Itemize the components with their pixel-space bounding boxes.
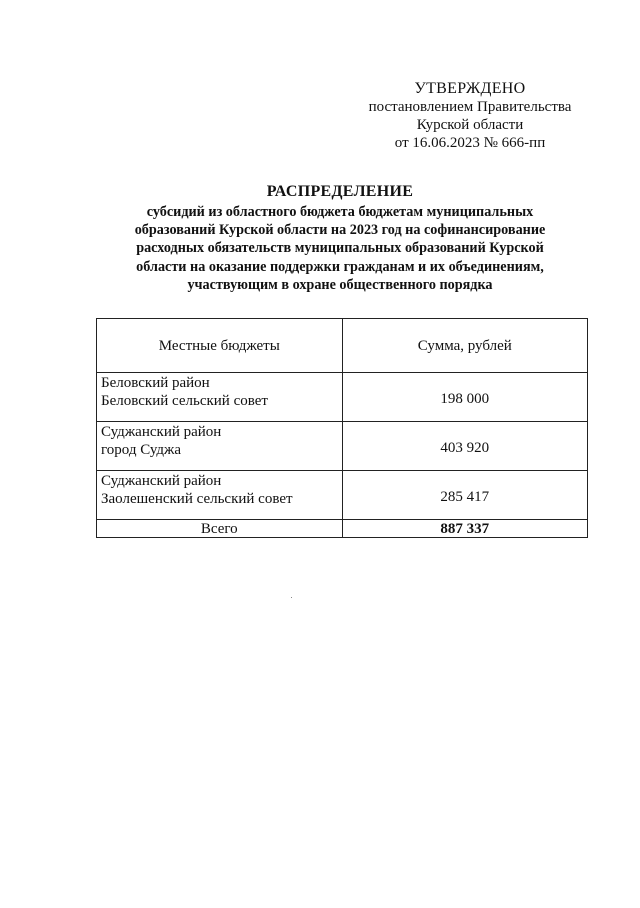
amount-cell: 285 417 (342, 471, 587, 520)
entity-name: Беловский сельский совет (101, 393, 268, 409)
approval-stamp (340, 80, 600, 152)
entity-name: город Суджа (101, 442, 182, 458)
district-name: Суджанский район (101, 424, 222, 440)
document-heading (70, 182, 610, 294)
entity-name: Заолешенский сельский совет (101, 491, 293, 507)
heading-line-1: субсидий из областного бюджета бюджетам муниципальных (146, 204, 534, 220)
budget-name-cell (97, 422, 343, 471)
district-name: Суджанский район (101, 473, 222, 489)
table-row (97, 422, 588, 471)
approval-line-3: от 16.06.2023 № 666-пп (394, 135, 546, 151)
district-name: Беловский район (101, 375, 210, 391)
heading-line-2: образований Курской области на 2023 год на софинансирование (134, 222, 546, 239)
amount-cell: 198 000 (342, 373, 587, 422)
heading-line-5: участвующим в охране общественного порядка (187, 276, 493, 293)
table-total-row (97, 520, 588, 538)
table-header-row (97, 319, 588, 373)
heading-title: РАСПРЕДЕЛЕНИЕ (266, 183, 414, 200)
distribution-table (96, 318, 588, 538)
budget-name-cell (97, 373, 343, 422)
header-local-budgets: Местные бюджеты (97, 319, 343, 373)
budget-name-cell (97, 471, 343, 520)
approval-title: УТВЕРЖДЕНО (414, 80, 526, 97)
heading-line-4: области на оказание поддержки гражданам и их объединениям, (136, 258, 544, 275)
total-amount: 887 337 (342, 520, 587, 538)
table-row (97, 373, 588, 422)
amount-cell: 403 920 (342, 422, 587, 471)
approval-line-1: постановлением Правительства (368, 99, 572, 115)
table-row (97, 471, 588, 520)
approval-line-2: Курской области (416, 117, 524, 133)
heading-line-3: расходных обязательств муниципальных образований Курской (136, 240, 544, 257)
heading-subtitle (70, 203, 610, 294)
header-amount: Сумма, рублей (342, 319, 587, 373)
scan-speck (291, 597, 292, 598)
total-label: Всего (97, 520, 343, 538)
